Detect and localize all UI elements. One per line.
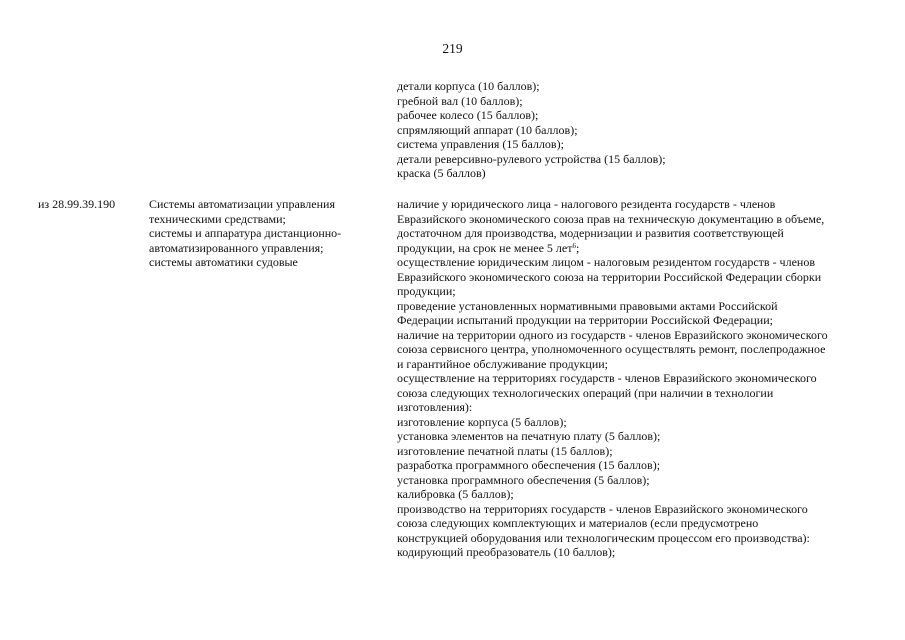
description-line: системы автоматики судовые [149,255,298,269]
requirements-list [397,197,877,560]
list-item: детали корпуса (10 баллов); [397,79,540,93]
list-item: детали реверсивно-рулевого устройства (15 баллов); [397,151,666,166]
list-item: рабочее колесо (15 баллов); [397,108,539,122]
requirement-line: разработка программного обеспечения (15 баллов); [397,458,661,472]
requirement-line-with-footnote [397,241,877,256]
requirement-line: достаточном для производства, модернизации и развития соответствующей [397,226,784,240]
product-code: из 28.99.39.190 [38,197,116,211]
description-line: автоматизированного управления; [149,240,324,255]
requirement-line: изготовление печатной платы (15 баллов); [397,443,613,458]
requirement-line: осуществление на территориях государств - членов Евразийского экономического [397,371,817,385]
requirement-line: калибровка (5 баллов); [397,487,514,501]
requirement-line: изготовление корпуса (5 баллов); [397,414,567,429]
description-line: Системы автоматизации управления [149,197,335,211]
requirement-line: изготовления): [397,400,473,414]
list-item: краска (5 баллов) [397,166,486,180]
requirement-line: союза следующих комплектующих и материалов (если предусмотрено [397,516,759,530]
requirement-line: союза следующих технологических операций (при наличии в технологии [397,385,774,400]
requirement-text: продукции, на срок не менее 5 лет [397,240,573,255]
requirement-line: кодирующий преобразователь (10 баллов); [397,545,616,559]
continued-component-list [397,79,877,181]
requirement-line: наличие у юридического лица - налогового резидента государств - членов [397,197,776,211]
requirement-line: Евразийского экономического союза на территории Российской Федерации сборки [397,269,822,284]
requirement-line: производство на территориях государств - членов Евразийского экономического [397,501,808,516]
list-item: гребной вал (10 баллов); [397,93,523,108]
product-description [149,197,384,270]
requirement-line: наличие на территории одного из государств - членов Евразийского экономического [397,327,828,342]
list-item: спрямляющий аппарат (10 баллов); [397,122,578,137]
requirement-line: союза сервисного центра, уполномоченного осуществлять ремонт, послепродажное [397,342,826,356]
description-line: техническими средствами; [149,211,286,226]
page-number: 219 [442,41,463,56]
requirement-suffix: ; [575,240,580,255]
requirement-line: осуществление юридическим лицом - налоговым резидентом государств - членов [397,255,815,269]
requirement-line: проведение установленных нормативными правовыми актами Российской [397,298,778,313]
list-item: система управления (15 баллов); [397,137,564,151]
requirement-line: Федерации испытаний продукции на территории Российской Федерации; [397,313,773,327]
requirement-line: Евразийского экономического союза прав на техническую документацию в объеме, [397,211,825,226]
requirement-line: и гарантийное обслуживание продукции; [397,356,608,371]
requirement-line: продукции; [397,284,456,298]
description-line: системы и аппаратура дистанционно- [149,226,342,240]
requirement-line: установка элементов на печатную плату (5 баллов); [397,429,661,443]
requirement-line: конструкцией оборудования или технологическим процессом его производства): [397,530,810,545]
footnote-marker: 6 [572,241,576,250]
requirement-line: установка программного обеспечения (5 баллов); [397,472,650,487]
